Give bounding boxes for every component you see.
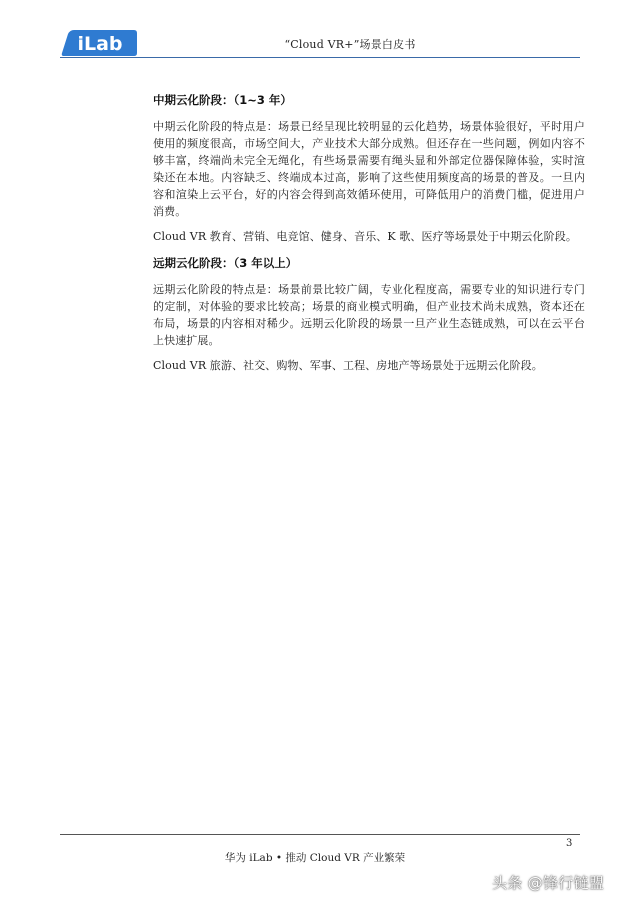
watermark: 头条 @锋行链盟: [492, 874, 605, 892]
ilab-logo: [60, 28, 138, 58]
footer-divider: [60, 834, 580, 835]
header-divider: [60, 57, 580, 58]
page-number: 3: [566, 838, 573, 849]
ilab-logo-shape: [60, 28, 138, 58]
logo-text: iLab: [77, 33, 123, 55]
section-title-long-term: 远期云化阶段：（3 年以上）: [153, 256, 298, 270]
header-title: “Cloud VR+”场景白皮书: [284, 38, 416, 51]
paragraph-mid-term-scenarios: Cloud VR 教育、营销、电竞馆、健身、音乐、K 歌、医疗等场景处于中期云化阶段。: [153, 230, 577, 243]
paragraph-mid-term-description: 中期云化阶段的特点是：场景已经呈现比较明显的云化趋势，场景体验很好，平时用户使用的频度很高，市场空间大，产业技术大部分成熟。但还存在一些问题，例如内容不够丰富，终端尚未完全无绳化，有些场景需要有绳头显和外部定位器保障体验，实时渲染还在本地。内容缺乏、终端成本过高，影响了这些使用频度高的场景的普及。一旦内容和渲染上云平台，好的内容会得到高效循环使用，可降低用户的消费门槛，促进用户消费。: [153, 120, 585, 218]
paragraph-long-term-scenarios: Cloud VR 旅游、社交、购物、军事、工程、房地产等场景处于远期云化阶段。: [153, 359, 543, 372]
document-body: [153, 92, 585, 384]
paragraph-long-term-description: 远期云化阶段的特点是：场景前景比较广阔，专业化程度高，需要专业的知识进行专门的定制，对体验的要求比较高；场景的商业模式明确，但产业技术尚未成熟，资本还在布局，场景的内容相对稀少。远期云化阶段的场景一旦产业生态链成熟，可以在云平台上快速扩展。: [153, 283, 585, 347]
section-title-mid-term: 中期云化阶段：（1~3 年）: [153, 93, 292, 107]
footer-text: 华为 iLab • 推动 Cloud VR 产业繁荣: [224, 852, 406, 864]
